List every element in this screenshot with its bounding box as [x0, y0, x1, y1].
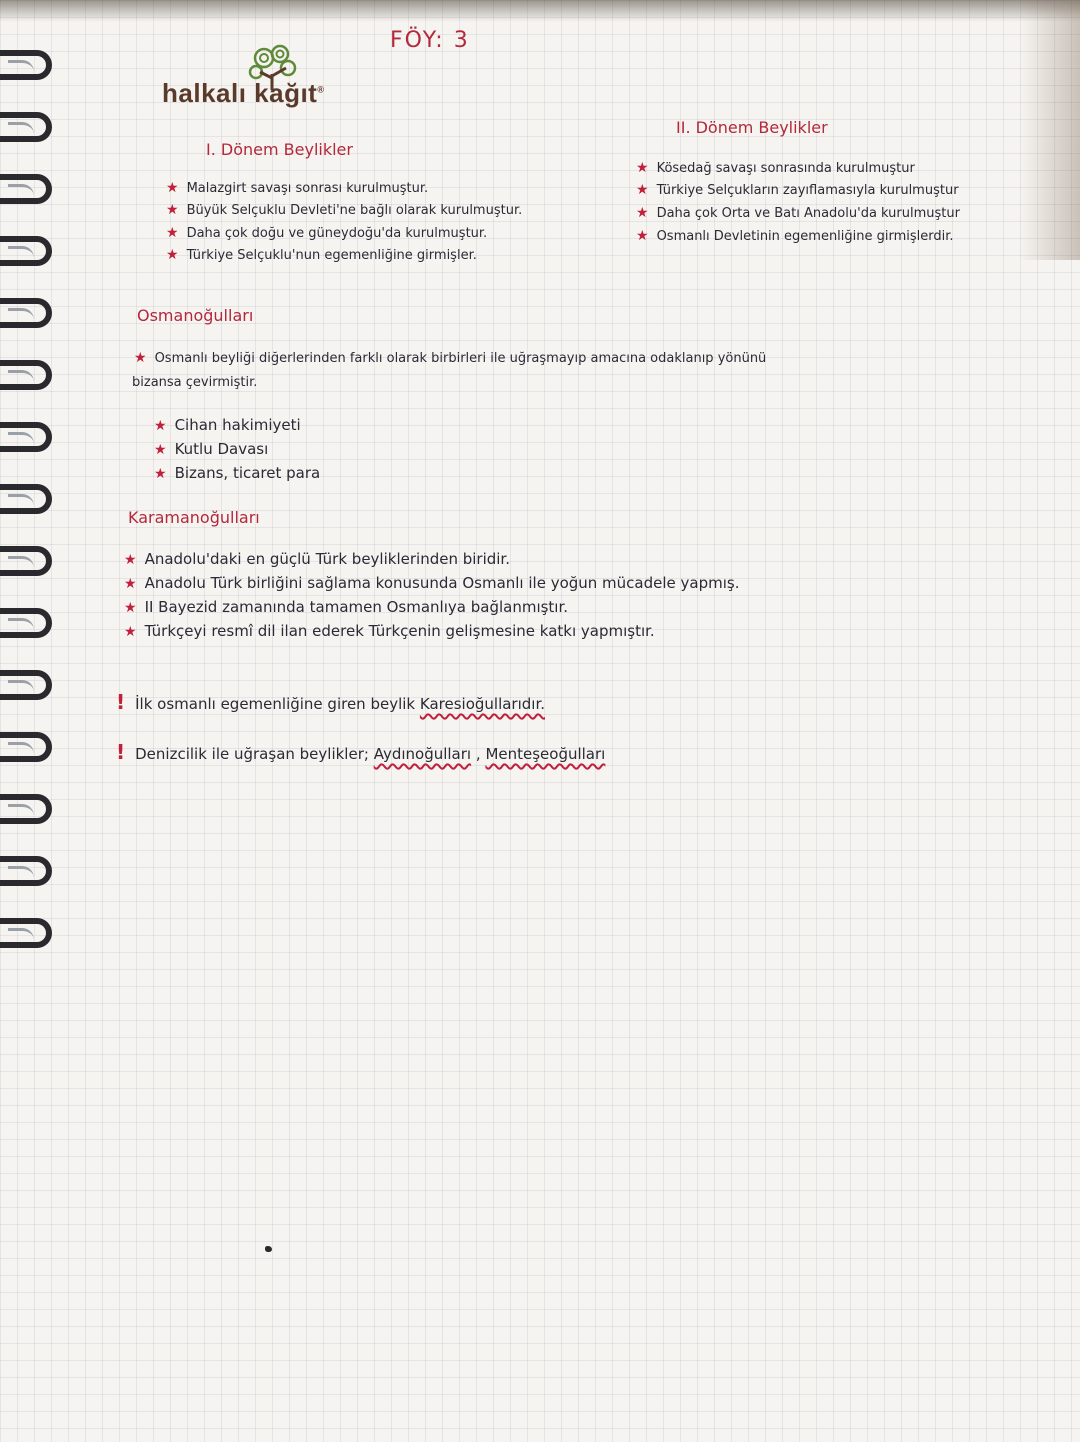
spiral-binding — [0, 40, 70, 980]
list-item: ★ Kösedağ savaşı sonrasında kurulmuştur — [636, 160, 915, 176]
list-item: ★ Türkçeyi resmî dil ilan ederek Türkçenin gelişmesine katkı yapmıştır. — [124, 622, 655, 640]
spiral-ring — [0, 918, 52, 948]
exclamation-icon: ! — [116, 740, 126, 764]
right-section-title: II. Dönem Beylikler — [676, 118, 828, 137]
brand-name: halkalı kağıt® — [162, 78, 325, 108]
spiral-ring — [0, 174, 52, 204]
list-item: ★ Türkiye Selçukların zayıflamasıyla kurulmuştur — [636, 182, 959, 198]
note-first-ottoman-beylik: ! İlk osmanlı egemenliğine giren beylik Karesioğullarıdır. — [116, 690, 546, 714]
spiral-ring — [0, 484, 52, 514]
spiral-ring — [0, 112, 52, 142]
karamanogullari-title: Karamanoğulları — [128, 508, 260, 527]
list-item: ★ Kutlu Davası — [154, 440, 269, 458]
list-item: ★ Anadolu'daki en güçlü Türk beyliklerinden biridir. — [124, 550, 510, 568]
osmanogullari-sentence: ★ Osmanlı beyliği diğerlerinden farklı olarak birbirleri ile uğraşmayıp amacına odaklanıp yönünü — [134, 350, 767, 366]
list-item: ★ Büyük Selçuklu Devleti'ne bağlı olarak kurulmuştur. — [166, 202, 523, 218]
list-item: ★ Türkiye Selçuklu'nun egemenliğine girmişler. — [166, 247, 477, 263]
list-item: ★ Cihan hakimiyeti — [154, 416, 301, 434]
note-maritime-beyliks: ! Denizcilik ile uğraşan beylikler; Aydınoğulları , Menteşeoğulları — [116, 740, 606, 764]
highlight-karesiogullari: Karesioğullarıdır. — [419, 695, 546, 713]
left-section-title: I. Dönem Beylikler — [206, 140, 353, 159]
list-item: ★ II Bayezid zamanında tamamen Osmanlıya bağlanmıştır. — [124, 598, 569, 616]
right-edge-shadow — [1020, 0, 1080, 260]
spiral-ring — [0, 360, 52, 390]
list-item: ★ Malazgirt savaşı sonrası kurulmuştur. — [166, 180, 429, 196]
list-item: ★ Anadolu Türk birliğini sağlama konusunda Osmanlı ile yoğun mücadele yapmış. — [124, 574, 740, 592]
top-edge-shadow — [0, 0, 1080, 22]
list-item: ★ Daha çok Orta ve Batı Anadolu'da kurulmuştur — [636, 205, 960, 221]
spiral-ring — [0, 546, 52, 576]
spiral-ring — [0, 236, 52, 266]
highlight-aydinogullari: Aydınoğulları — [373, 745, 472, 763]
spiral-ring — [0, 670, 52, 700]
spiral-ring — [0, 50, 52, 80]
brand-logo — [162, 44, 382, 114]
spiral-ring — [0, 422, 52, 452]
list-item: ★ Daha çok doğu ve güneydoğu'da kurulmuştur. — [166, 225, 488, 241]
osmanogullari-title: Osmanoğulları — [137, 306, 254, 325]
page-label: FÖY: 3 — [390, 28, 470, 53]
spiral-ring — [0, 608, 52, 638]
spiral-ring — [0, 856, 52, 886]
list-item: ★ Osmanlı Devletinin egemenliğine girmişlerdir. — [636, 228, 954, 244]
spiral-ring — [0, 732, 52, 762]
spiral-ring — [0, 298, 52, 328]
spiral-ring — [0, 794, 52, 824]
exclamation-icon: ! — [116, 690, 126, 714]
ink-spot — [265, 1246, 272, 1252]
list-item: ★ Bizans, ticaret para — [154, 464, 321, 482]
osmanogullari-sentence-cont: bizansa çevirmiştir. — [132, 375, 258, 390]
highlight-mentesogullari: Menteşeoğulları — [485, 745, 606, 763]
